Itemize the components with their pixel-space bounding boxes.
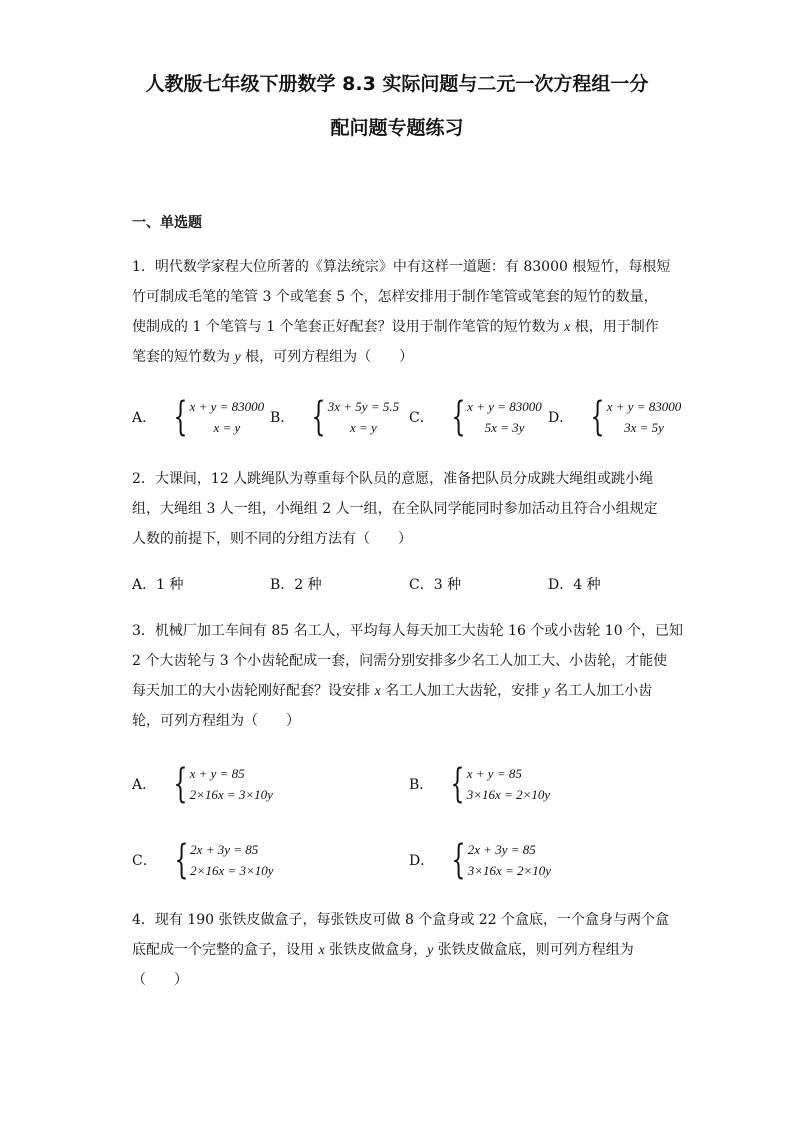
equation-system xyxy=(440,394,542,440)
question-2-line-3: 人数的前提下，则不同的分组方法有（ ） xyxy=(132,531,412,547)
equation-2: 2×16x = 3×10y xyxy=(190,863,274,878)
question-2-line-2: 组，大绳组 3 人一组，小绳组 2 人一组，在全队同学能同时参加活动且符合小组规定 xyxy=(132,501,658,517)
equation-system xyxy=(440,837,552,883)
question-4-line-1: 4．现有 190 张铁皮做盒子，每张铁皮可做 8 个盒身或 22 个盒底，一个盒身与两个盒 xyxy=(132,912,670,928)
equation-system xyxy=(439,761,551,807)
option-label: C． xyxy=(409,410,434,426)
equation-1: 3x + 5y = 5.5 xyxy=(327,399,400,414)
equation-system xyxy=(300,394,400,440)
text-segment: 底配成一个完整的盒子，设用 xyxy=(132,942,319,958)
q3-option-b[interactable] xyxy=(409,761,551,807)
variable: y xyxy=(427,943,434,958)
equation-1: x + y = 85 xyxy=(466,766,522,781)
brace-icon: { xyxy=(173,394,188,440)
section-heading: 一、单选题 xyxy=(132,215,202,231)
question-3-line-3 xyxy=(132,681,672,702)
option-label: D． xyxy=(409,853,435,869)
brace-icon: { xyxy=(451,837,466,883)
q2-option-d[interactable]: D．4 种 xyxy=(548,577,601,593)
variable: y xyxy=(234,350,241,365)
question-4-line-3: （ ） xyxy=(132,972,188,988)
q2-option-b[interactable]: B．2 种 xyxy=(270,577,322,593)
option-label: A． xyxy=(132,410,157,426)
variable: x xyxy=(318,943,325,958)
q1-option-c[interactable] xyxy=(409,394,542,440)
equation-2: 3x = 5y xyxy=(624,420,664,435)
equation-2: 3×16x = 2×10y xyxy=(467,863,552,878)
text-segment: 张铁皮做盒身， xyxy=(324,942,428,958)
equation-1: 2x + 3y = 85 xyxy=(190,842,259,857)
question-1-line-1: 1．明代数学家程大位所著的《算法统宗》中有这样一道题：有 83000 根短竹，每根短 xyxy=(132,259,671,275)
equation-2: 5x = 3y xyxy=(484,420,525,435)
q1-option-b[interactable] xyxy=(270,394,400,440)
question-1-line-4 xyxy=(132,347,672,368)
text-segment: 张铁皮做盒底，则可列方程组为 xyxy=(433,942,634,958)
option-label: A． xyxy=(132,777,157,793)
equation-system xyxy=(162,761,273,807)
brace-icon: { xyxy=(590,394,605,440)
brace-icon: { xyxy=(311,394,326,440)
option-label: B． xyxy=(409,777,434,793)
variable: y xyxy=(543,684,550,699)
equation-2: 3×16x = 2×10y xyxy=(466,787,551,802)
equation-1: x + y = 83000 xyxy=(467,399,542,414)
equation-1: x + y = 83000 xyxy=(189,399,265,414)
option-label: D． xyxy=(548,410,574,426)
equation-system xyxy=(579,394,682,440)
q3-option-c[interactable] xyxy=(132,837,274,883)
q3-option-a[interactable] xyxy=(132,761,273,807)
equation-2: 2×16x = 3×10y xyxy=(189,787,273,802)
brace-icon: { xyxy=(451,394,466,440)
variable: x xyxy=(374,684,381,699)
text-segment: 名工人加工小齿 xyxy=(549,683,653,699)
question-3-line-2: 2 个大齿轮与 3 个小齿轮配成一套，问需分别安排多少名工人加工大、小齿轮，才能使 xyxy=(132,653,668,669)
brace-icon: { xyxy=(173,761,188,807)
brace-icon: { xyxy=(174,837,189,883)
equation-1: x + y = 83000 xyxy=(606,399,682,414)
equation-system xyxy=(163,837,274,883)
text-segment: 名工人加工大齿轮，安排 xyxy=(380,683,544,699)
page-title-line-2: 配问题专题练习 xyxy=(330,117,464,139)
question-3-line-4: 轮，可列方程组为（ ） xyxy=(132,713,300,729)
text-segment: 根，用于制作 xyxy=(570,319,659,335)
question-1-line-2: 竹可制成毛笔的笔管 3 个或笔套 5 个，怎样安排用于制作笔管或笔套的短竹的数量， xyxy=(132,289,658,305)
text-segment: 根，可列方程组为（ ） xyxy=(240,349,414,365)
equation-2: x = y xyxy=(213,420,241,435)
question-2-line-1: 2．大课间，12 人跳绳队为尊重每个队员的意愿，准备把队员分成跳大绳组或跳小绳 xyxy=(132,471,654,487)
question-4-line-2 xyxy=(132,940,672,961)
q2-option-a[interactable]: A．1 种 xyxy=(132,577,184,593)
text-segment: 每天加工的大小齿轮刚好配套？设安排 xyxy=(132,683,375,699)
q1-option-d[interactable] xyxy=(548,394,682,440)
text-segment: 使制成的 1 个笔管与 1 个笔套正好配套？设用于制作笔管的短竹数为 xyxy=(132,319,565,335)
page-title-line-1: 人教版七年级下册数学 8.3 实际问题与二元一次方程组一分 xyxy=(145,73,649,95)
text-segment: 笔套的短竹数为 xyxy=(132,349,235,365)
variable: x xyxy=(564,320,571,335)
q1-option-a[interactable] xyxy=(132,394,265,440)
option-label: B． xyxy=(270,410,295,426)
question-3-line-1: 3．机械厂加工车间有 85 名工人，平均每人每天加工大齿轮 16 个或小齿轮 10 个，已知 xyxy=(132,623,684,639)
brace-icon: { xyxy=(450,761,465,807)
equation-system xyxy=(162,394,265,440)
equation-1: x + y = 85 xyxy=(189,766,245,781)
option-label: C． xyxy=(132,853,157,869)
q3-option-d[interactable] xyxy=(409,837,552,883)
equation-1: 2x + 3y = 85 xyxy=(467,842,536,857)
equation-2: x = y xyxy=(350,420,377,435)
q2-option-c[interactable]: C．3 种 xyxy=(409,577,462,593)
question-1-line-3 xyxy=(132,317,672,338)
